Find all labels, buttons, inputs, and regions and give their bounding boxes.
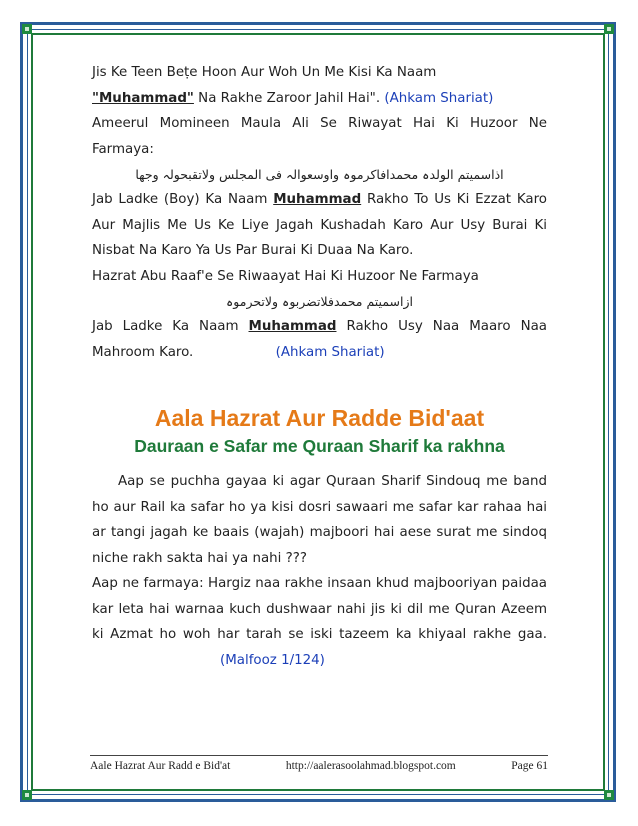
bold-name: Muhammad bbox=[273, 192, 362, 207]
corner-ornament-bottom-left bbox=[20, 788, 34, 802]
text: Na Rakhe Zaroor Jahil Hai". bbox=[193, 90, 385, 106]
paragraph-no-beating bbox=[92, 314, 547, 365]
footer-url[interactable]: http://aalerasoolahmad.blogspot.com bbox=[285, 760, 456, 772]
footer-divider bbox=[90, 755, 548, 756]
reference: (Ahkam Shariat) bbox=[275, 344, 385, 360]
corner-ornament-top-left bbox=[20, 22, 34, 36]
reference: (Malfooz 1/124) bbox=[220, 652, 325, 668]
paragraph-ali-riwayat: Ameerul Momineen Maula Ali Se Riwayat Hai Ki Huzoor Ne Farmaya: bbox=[92, 116, 547, 157]
text: Jab Ladke Ka Naam bbox=[92, 319, 249, 334]
text: Aap ne farmaya: Hargiz naa rakhe insaan khud majbooriyan paidaa kar leta hai warnaa kuch dushwaar nahi jis ki dil me Quran Azeem ki Azmat ho woh har tarah se iski tazeem ka khiyaal rakhe gaa. bbox=[92, 576, 547, 642]
footer-title: Aale Hazrat Aur Radd e Bid'at bbox=[90, 760, 231, 772]
text: Rakho Usy Naa Maaro Naa Mahroom Karo. bbox=[92, 319, 547, 360]
corner-ornament-top-right bbox=[602, 22, 616, 36]
paragraph-answer bbox=[92, 571, 547, 673]
paragraph-question: Aap se puchha gayaa ki agar Quraan Sharif Sindouq me band ho aur Rail ka safar ho ya kisi dosri sawaari me safar kar rahaa hai ar tangi jagah ke baais (wajah) majboori hai aese surat me sindoq niche rakh sakta hai ya nahi ??? bbox=[92, 474, 547, 566]
paragraph-respect bbox=[92, 187, 547, 264]
page-number: Page 61 bbox=[511, 760, 548, 772]
corner-ornament-bottom-right bbox=[602, 788, 616, 802]
page-footer bbox=[90, 760, 548, 772]
paragraph-naming bbox=[92, 60, 547, 111]
bold-name: Muhammad bbox=[248, 319, 337, 334]
text: Jab Ladke (Boy) Ka Naam bbox=[92, 192, 274, 207]
reference: (Ahkam Shariat) bbox=[384, 90, 494, 106]
paragraph-abu-raafe: Hazrat Abu Raaf'e Se Riwaayat Hai Ki Huzoor Ne Farmaya bbox=[92, 268, 479, 284]
text: Rakho To Us Ki Ezzat Karo Aur Majlis Me Us Ke Liye Jagah Kushadah Karo Aur Usy Burai Ki Nisbat Na Karo Ya Us Par Burai Ki Duaa Na Karo. bbox=[92, 192, 547, 258]
section-heading: Aala Hazrat Aur Radde Bid'aat bbox=[154, 405, 485, 431]
bold-name: "Muhammad" bbox=[92, 90, 194, 106]
arabic-hadith-1: اذاسمیتم الولدہ محمدافاکرموہ واوسعوالہ فی المجلس ولاتقبحولہ وجھا bbox=[135, 167, 504, 182]
text: Jis Ke Teen Beṭe Hoon Aur Woh Un Me Kisi Ka Naam bbox=[92, 65, 437, 80]
section-subheading: Dauraan e Safar me Quraan Sharif ka rakhna bbox=[134, 436, 505, 456]
arabic-hadith-2: ازاسمیتم محمدفلاتضربوہ ولاتحرموہ bbox=[225, 294, 414, 309]
page-content bbox=[92, 60, 547, 673]
